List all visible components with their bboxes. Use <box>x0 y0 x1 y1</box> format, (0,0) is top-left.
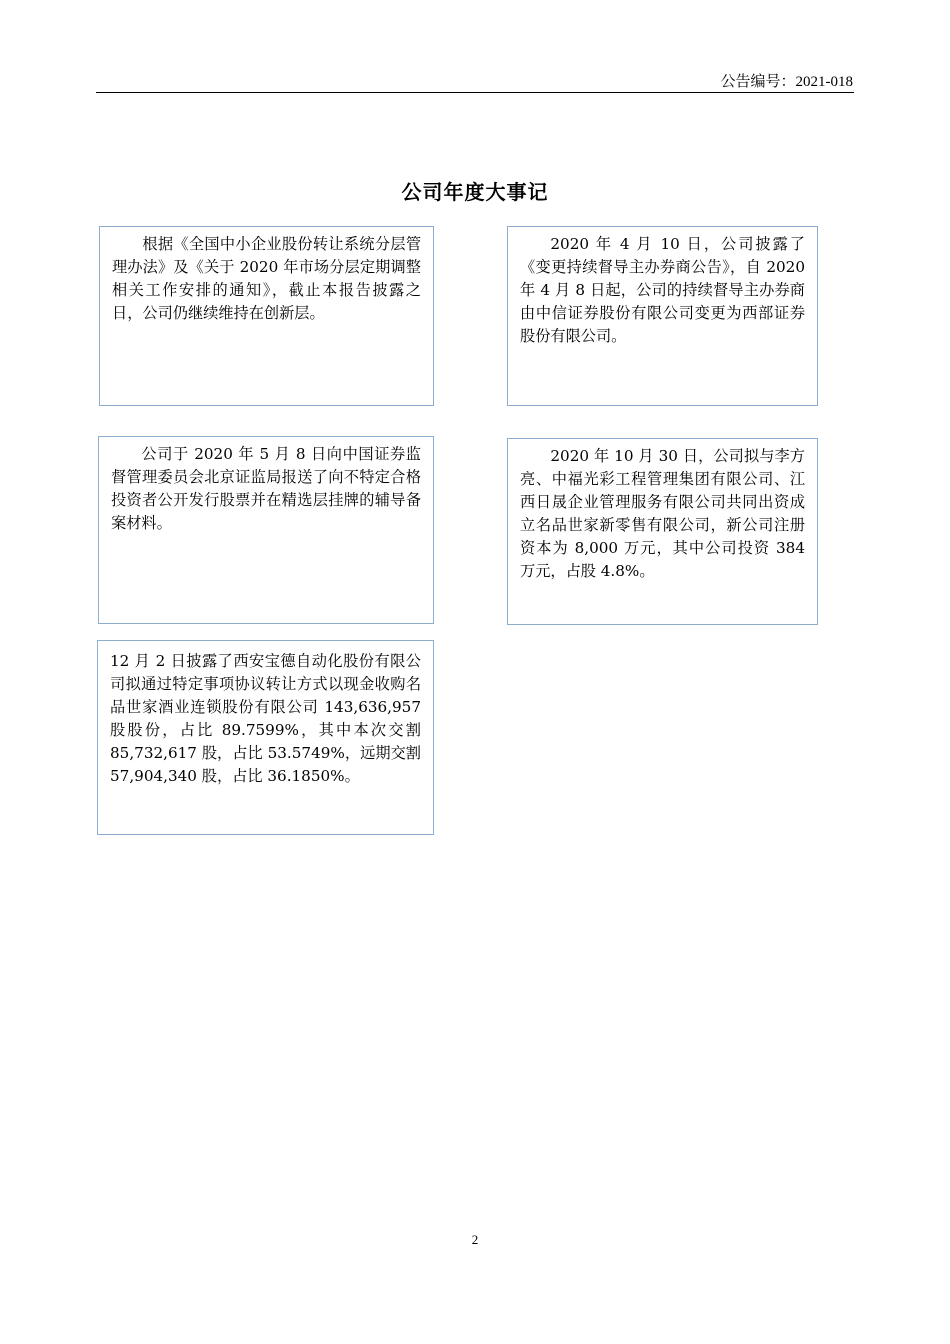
header-divider <box>96 92 854 93</box>
announcement-number: 公告编号：2021-018 <box>720 74 853 90</box>
page-title: 公司年度大事记 <box>401 180 549 204</box>
event-box-share-acquisition: 12 月 2 日披露了西安宝德自动化股份有限公司拟通过特定事项协议转让方式以现金收购名品世家酒业连锁股份有限公司 143,636,957 股股份，占比 89.7599%，其中本次交割 85,732,617 股，占比 53.5749%，远期交割 57,904,340 股，占比 36.1850%。 <box>97 640 434 835</box>
event-box-sponsor-broker-change: 2020 年 4 月 10 日，公司披露了《变更持续督导主办券商公告》，自 2020 年 4 月 8 日起，公司的持续督导主办券商由中信证券股份有限公司变更为西部证券股份有限公司。 <box>507 226 818 406</box>
event-box-innovation-tier: 根据《全国中小企业股份转让系统分层管理办法》及《关于 2020 年市场分层定期调整相关工作安排的通知》，截止本报告披露之日，公司仍继续维持在创新层。 <box>99 226 434 406</box>
event-box-tutoring-filing: 公司于 2020 年 5 月 8 日向中国证券监督管理委员会北京证监局报送了向不特定合格投资者公开发行股票并在精选层挂牌的辅导备案材料。 <box>98 436 434 624</box>
page-number: 2 <box>471 1232 479 1247</box>
event-box-new-company-investment: 2020 年 10 月 30 日，公司拟与李方亮、中福光彩工程管理集团有限公司、江西日晟企业管理服务有限公司共同出资成立名品世家新零售有限公司，新公司注册资本为 8,000 万元，其中公司投资 384 万元，占股 4.8%。 <box>507 438 818 625</box>
